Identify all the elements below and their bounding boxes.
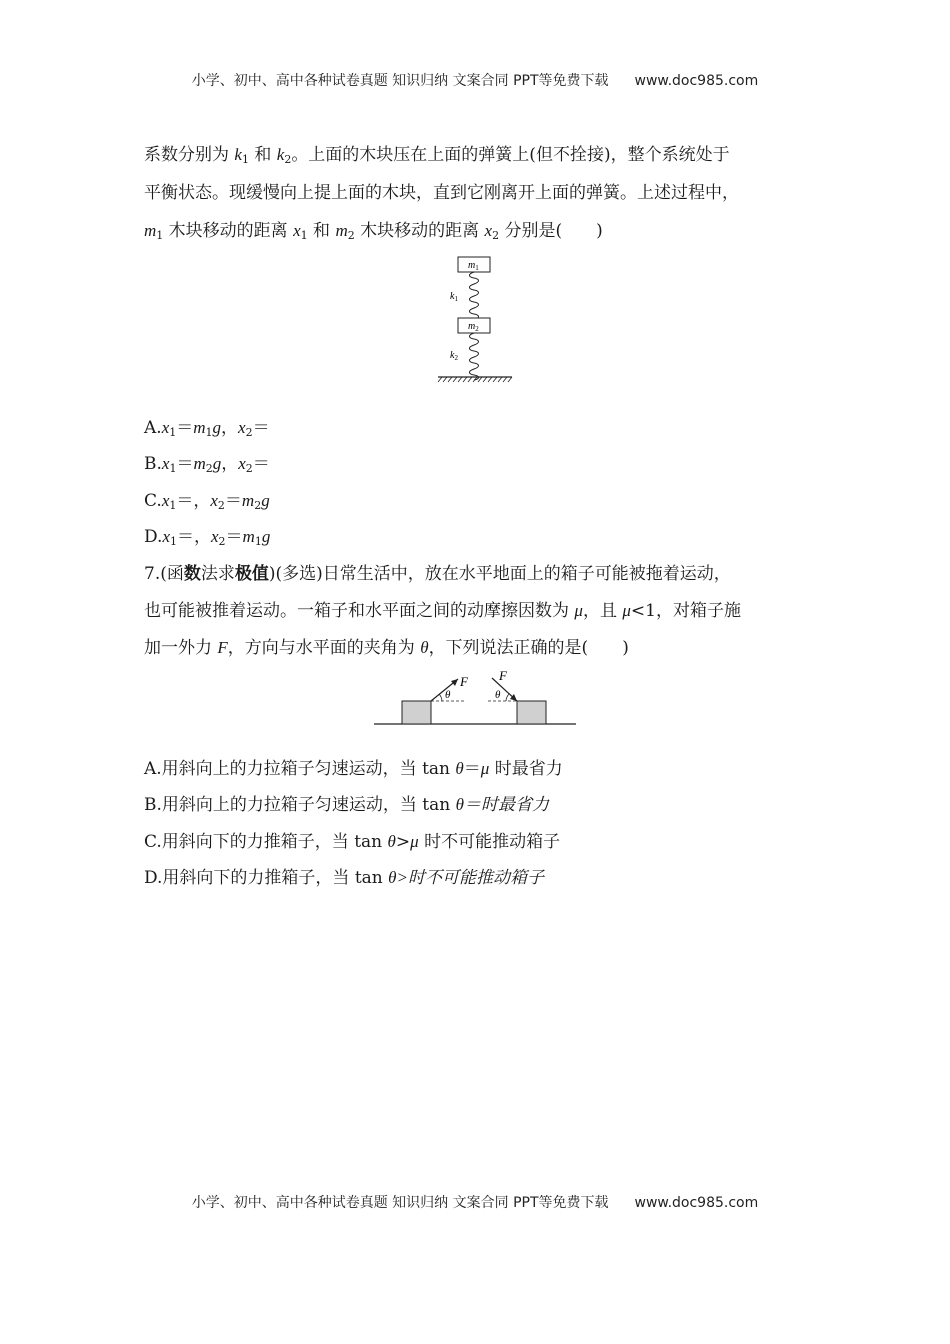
q6-option-a[interactable]: $A.x_1=m_1g$，$x_2=$ xyxy=(144,418,270,439)
block-m1-label: $m_1$ xyxy=(468,260,479,272)
spring-k2-label: $k_2$ xyxy=(450,350,458,362)
spring-k1-label: $k_1$ xyxy=(450,291,458,303)
box-left xyxy=(402,701,431,724)
header-url[interactable]: www.doc985.com xyxy=(634,73,759,89)
q6-line-3: $m_1$ 木块移动的距离 $x_1$ 和 $m_2$ 木块移动的距离 $x_2$ 分别是( ) xyxy=(144,221,603,242)
q7-line-1: 7.(函数法求极值)(多选)日常生活中，放在水平地面上的箱子可能被拖着运动， xyxy=(144,564,731,584)
q7-option-d[interactable]: D.用斜向下的力推箱子，当 tan θ>时不可能推动箱子 xyxy=(144,868,544,888)
q7-line-3: 加一外力 F，方向与水平面的夹角为 θ，下列说法正确的是( ) xyxy=(144,638,629,658)
q6-line-1: 系数分别为 $k_1$ 和 $k_2$。上面的木块压在上面的弹簧上(但不拴接)，整个系统处于 xyxy=(144,145,730,166)
pull-angle-arc xyxy=(439,694,442,701)
spring-mass-figure xyxy=(430,252,520,387)
ground-hatch xyxy=(438,377,512,382)
q6-line-2: 平衡状态。现缓慢向上提上面的木块，直到它刚离开上面的弹簧。上述过程中， xyxy=(144,183,739,203)
page-footer xyxy=(0,1192,950,1212)
q7-option-a[interactable]: A.用斜向上的力拉箱子匀速运动，当 tan θ＝μ 时最省力 xyxy=(144,759,563,779)
box-right xyxy=(517,701,546,724)
block-m2-label: $m_2$ xyxy=(468,321,479,333)
push-force-label: F xyxy=(499,668,507,683)
pull-angle-label: θ xyxy=(445,689,451,701)
footer-text: 小学、初中、高中各种试卷真题 知识归纳 文案合同 PPT等免费下载 xyxy=(191,1195,609,1211)
q6-option-d[interactable]: $D.x_1=$，$x_2=m_1g$ xyxy=(144,527,271,548)
q6-option-b[interactable]: $B.x_1=m_2g$，$x_2=$ xyxy=(144,454,270,475)
footer-url[interactable]: www.doc985.com xyxy=(634,1195,759,1211)
pull-force-label: F xyxy=(460,674,468,689)
push-angle-label: θ xyxy=(495,689,501,701)
spring-k2 xyxy=(470,333,479,380)
box-force-figure xyxy=(372,666,578,730)
page-header xyxy=(0,70,950,90)
pull-arrowhead xyxy=(451,679,458,686)
q6-option-c[interactable]: $C.x_1=$，$x_2=m_2g$ xyxy=(144,491,270,512)
q7-option-c[interactable]: C.用斜向下的力推箱子，当 tan θ>μ 时不可能推动箱子 xyxy=(144,832,561,852)
push-angle-arc xyxy=(506,694,509,701)
q7-option-b[interactable]: B.用斜向上的力拉箱子匀速运动，当 tan θ＝时最省力 xyxy=(144,795,549,815)
header-text: 小学、初中、高中各种试卷真题 知识归纳 文案合同 PPT等免费下载 xyxy=(191,73,609,89)
q7-line-2: 也可能被推着运动。一箱子和水平面之间的动摩擦因数为 μ，且 μ<1，对箱子施 xyxy=(144,601,741,621)
